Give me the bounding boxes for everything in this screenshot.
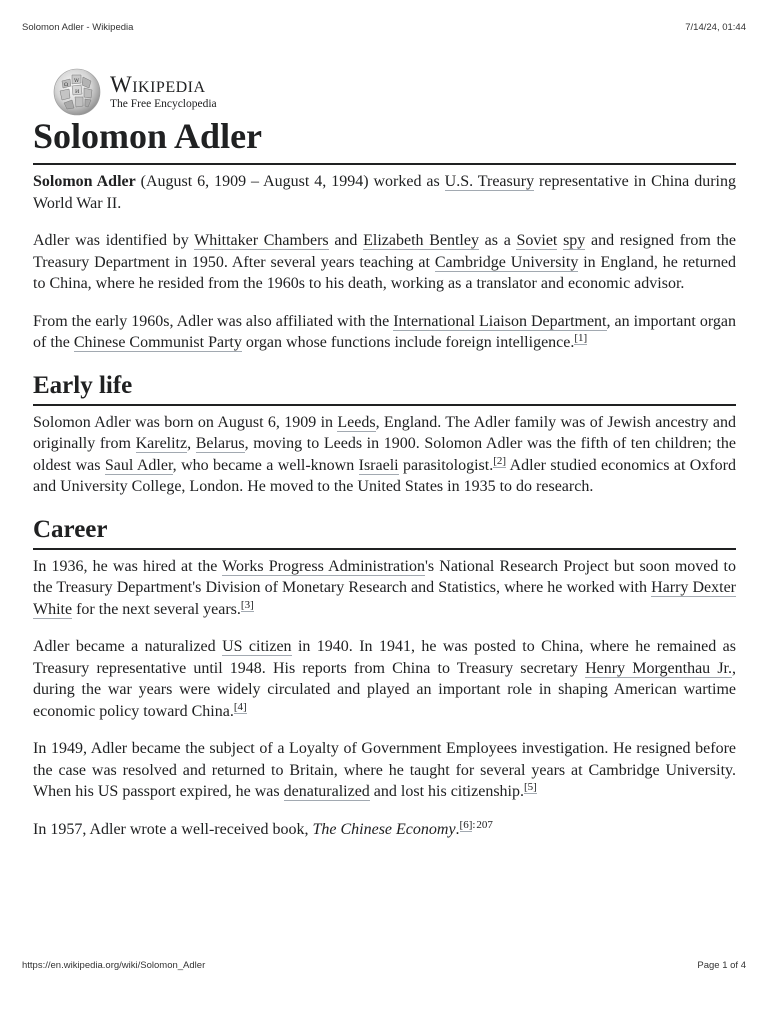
book-title: The Chinese Economy: [312, 820, 456, 838]
link-saul-adler[interactable]: Saul Adler: [104, 456, 173, 474]
print-footer-page: Page 1 of 4: [697, 960, 746, 971]
article-content: [33, 112, 736, 856]
text: Adler studied economics at Oxford and University College, London. He moved to the United States in 1935 to do research.: [33, 456, 737, 495]
text: , moving to Leeds in 1900. Solomon Adler was the fifth of ten children; the oldest was: [33, 435, 737, 474]
wikipedia-tagline: The Free Encyclopedia: [110, 98, 217, 111]
link-karelitz[interactable]: Karelitz: [135, 435, 188, 452]
career-paragraph-1: [33, 556, 736, 621]
text: and: [328, 232, 364, 249]
text: , during the war years were widely circulated and played an important role in shaping American wartime economic policy toward China.: [33, 659, 736, 720]
text: representative in China during World War II.: [33, 173, 736, 212]
link-international-liaison-department[interactable]: International Liaison Department: [393, 312, 607, 330]
text: in England, he returned to China, where he resided from the 1960s to his death, working as a translator and economic advisor.: [33, 253, 736, 292]
text: , who became a well-known: [172, 456, 359, 474]
text: , an important organ of the: [33, 312, 737, 351]
link-chinese-communist-party[interactable]: Chinese Communist Party: [73, 334, 242, 351]
text: (August 6, 1909 – August 4, 1994) worked as: [135, 173, 445, 190]
page-title: Solomon Adler: [33, 112, 736, 165]
text: in 1940. In 1941, he was posted to China, where he remained as Treasury representative until 1948. His reports from China to Treasury secretary: [33, 638, 737, 677]
reference-1[interactable]: [1]: [574, 332, 588, 344]
link-cambridge-university[interactable]: Cambridge University: [434, 253, 579, 271]
svg-text:И: И: [75, 89, 80, 95]
reference-3[interactable]: [3]: [240, 598, 254, 611]
text: Solomon Adler was born on August 6, 1909 in: [33, 413, 338, 431]
text: In 1936, he was hired at the: [33, 557, 223, 575]
text: ,: [187, 435, 196, 452]
wikipedia-logo[interactable]: [52, 67, 217, 117]
link-belarus[interactable]: Belarus: [195, 435, 245, 452]
text: and resigned from the Treasury Department in 1950. After several years teaching at: [33, 232, 736, 271]
print-footer: [22, 960, 746, 971]
svg-text:Ω: Ω: [64, 82, 69, 88]
career-paragraph-3: [33, 738, 736, 803]
text: organ whose functions include foreign intelligence.: [241, 334, 575, 351]
link-spy[interactable]: spy: [563, 232, 586, 249]
reference-5[interactable]: [5]: [524, 781, 537, 793]
reference-6[interactable]: [6]: 207: [459, 818, 493, 831]
print-header-date: 7/14/24, 01:44: [685, 22, 746, 33]
link-denaturalized[interactable]: denaturalized: [283, 783, 370, 800]
link-us-treasury[interactable]: U.S. Treasury: [444, 173, 535, 190]
link-works-progress-administration[interactable]: Works Progress Administration: [222, 557, 425, 575]
early-life-paragraph-1: [33, 412, 736, 498]
wikipedia-wordmark: Wikipedia: [110, 72, 206, 98]
subject-name: Solomon Adler: [33, 173, 136, 190]
intro-paragraph-2: [33, 230, 736, 295]
wikipedia-globe-icon: [52, 67, 102, 117]
text: as a: [478, 232, 517, 249]
text: 's National Research Project but soon moved to the Treasury Department's Division of Monetary Research and Statistics, where he worked with: [33, 557, 736, 596]
print-header-title: Solomon Adler - Wikipedia: [22, 22, 134, 33]
link-elizabeth-bentley[interactable]: Elizabeth Bentley: [363, 232, 479, 249]
text: Adler was identified by: [33, 232, 195, 249]
text: , England. The Adler family was of Jewish ancestry and originally from: [33, 413, 737, 452]
text: From the early 1960s, Adler was also affiliated with the: [33, 312, 394, 330]
text: and lost his citizenship.: [369, 783, 524, 800]
print-footer-url: https://en.wikipedia.org/wiki/Solomon_Adler: [22, 960, 206, 971]
text: In 1949, Adler became the subject of a Loyalty of Government Employees investigation. He resigned before the case was resolved and returned to Britain, where he taught for several years at Cambridge University. When his US passport expired, he was: [33, 740, 736, 800]
link-us-citizen[interactable]: US citizen: [222, 638, 292, 655]
text: parasitologist.: [398, 456, 494, 474]
intro-paragraph-3: [33, 311, 736, 354]
link-harry-dexter-white[interactable]: Harry Dexter White: [33, 579, 737, 618]
svg-text:W: W: [74, 78, 80, 84]
reference-2[interactable]: [2]: [493, 454, 507, 467]
link-leeds[interactable]: Leeds: [337, 413, 376, 431]
career-paragraph-2: [33, 636, 736, 722]
section-heading-early-life: Early life: [33, 370, 736, 406]
text: In 1957, Adler wrote a well-received book,: [33, 820, 313, 838]
print-header: [22, 22, 746, 33]
text: .: [455, 820, 460, 838]
text: for the next several years.: [72, 600, 241, 618]
section-heading-career: Career: [33, 514, 736, 550]
career-paragraph-4: [33, 819, 736, 841]
intro-paragraph-1: [33, 171, 736, 214]
link-soviet[interactable]: Soviet: [516, 232, 558, 249]
reference-4[interactable]: [4]: [233, 700, 247, 713]
text: Adler became a naturalized: [33, 638, 223, 655]
link-henry-morgenthau-jr[interactable]: Henry Morgenthau Jr.: [585, 659, 732, 677]
link-israeli[interactable]: Israeli: [358, 456, 399, 474]
link-whittaker-chambers[interactable]: Whittaker Chambers: [194, 232, 329, 249]
